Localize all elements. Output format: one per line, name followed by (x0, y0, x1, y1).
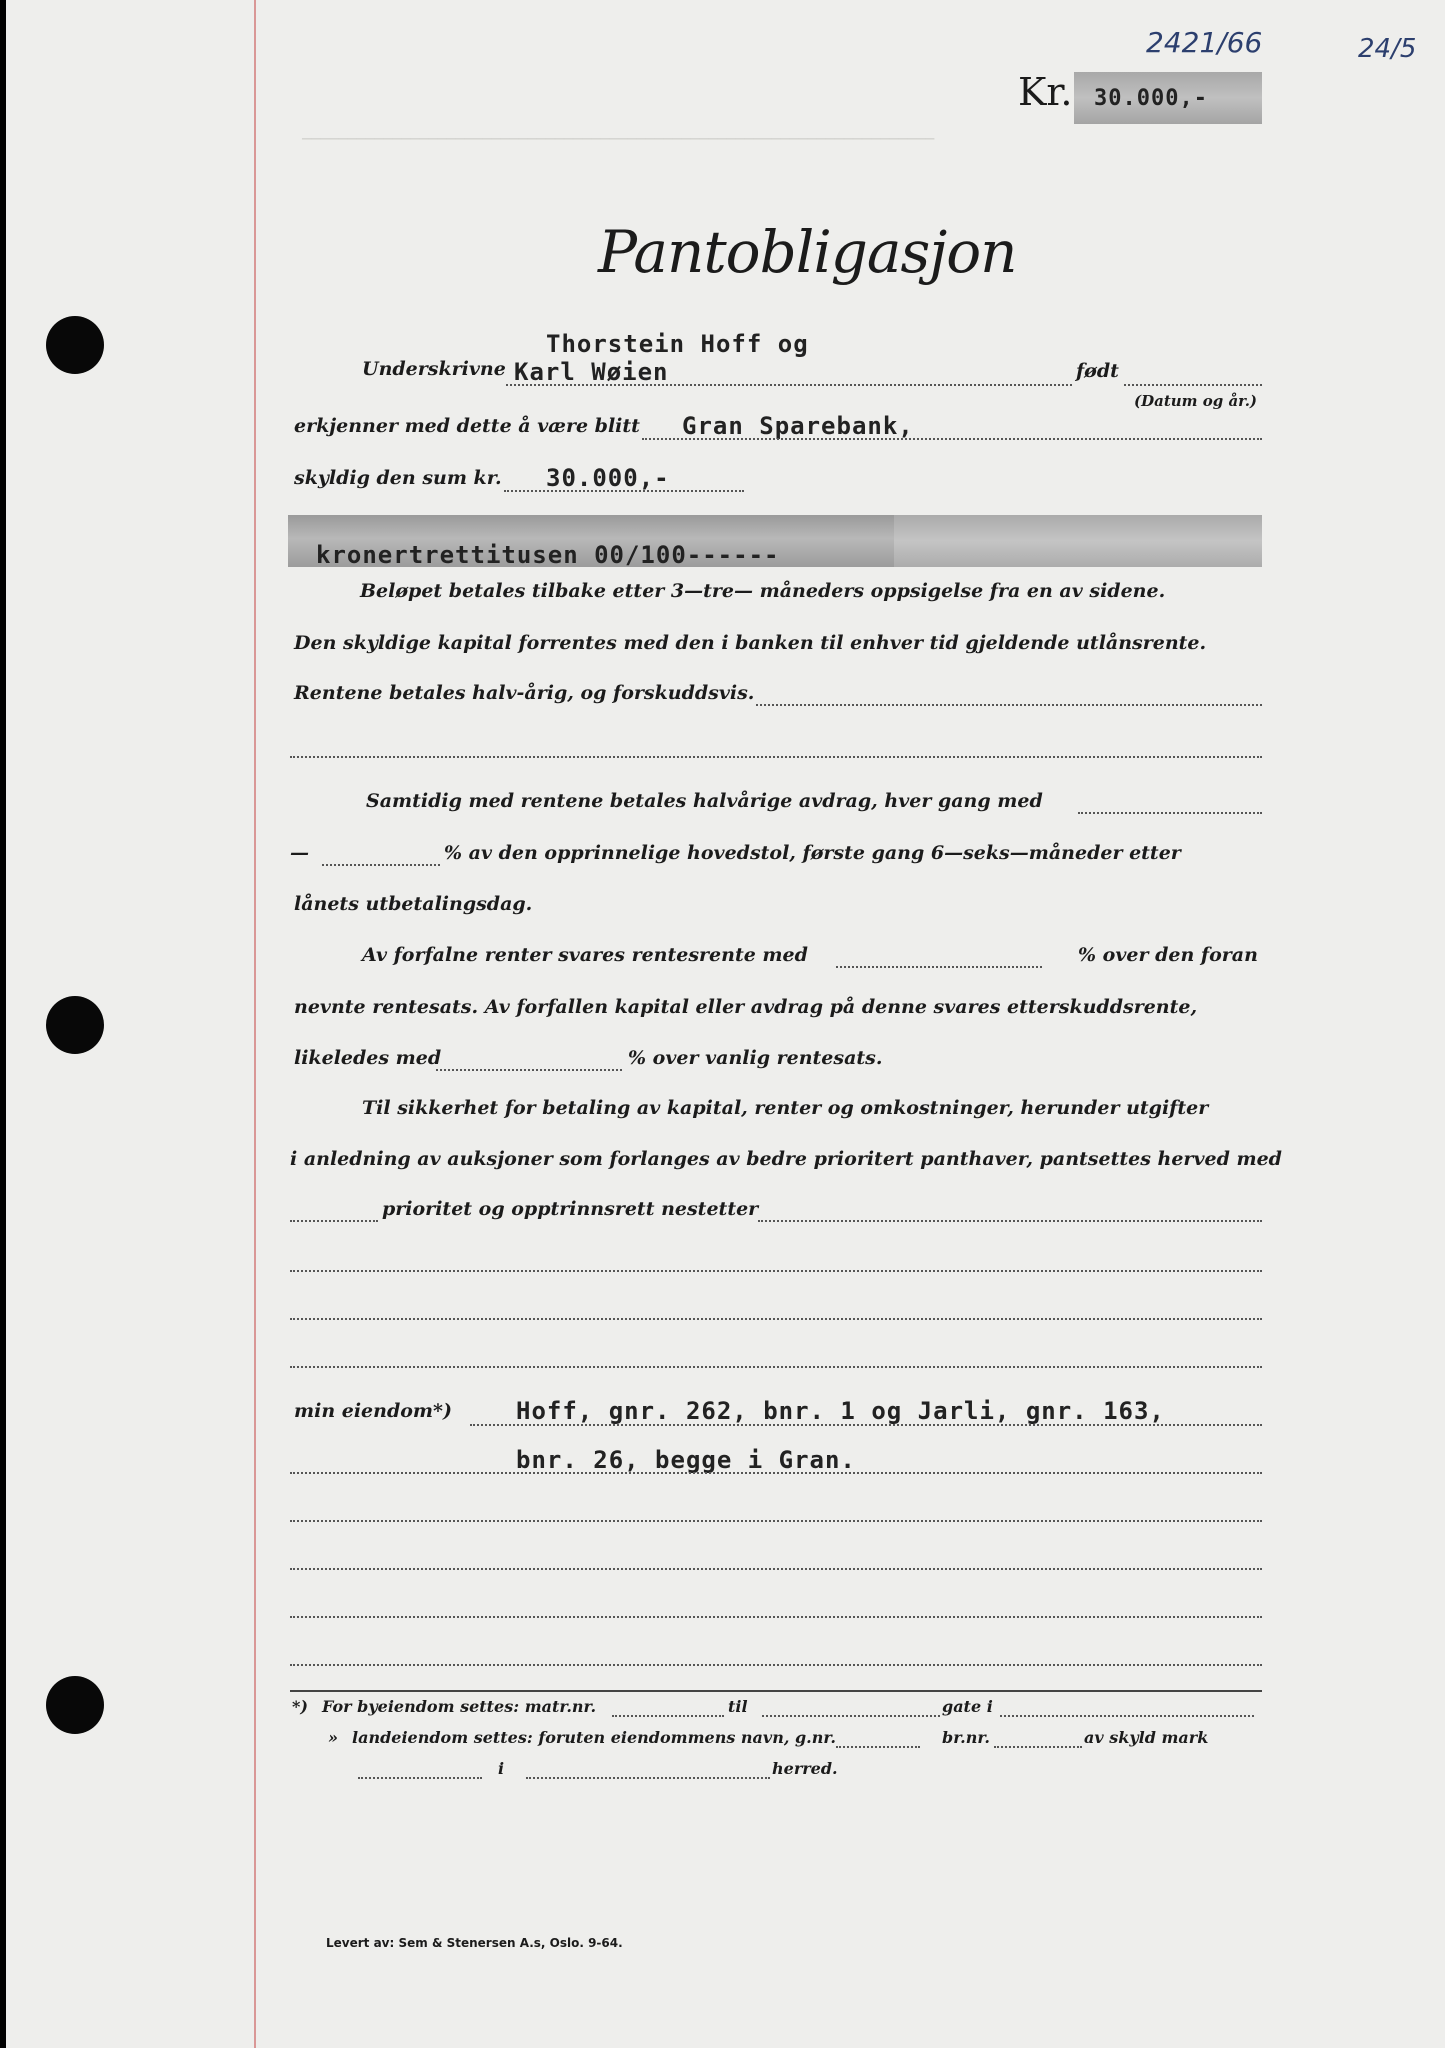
municipality-dotted-line-right (526, 1777, 770, 1779)
repayment-line-1: Beløpet betales tilbake etter 3—tre— måneders oppsigelse fra en av sidene. (360, 580, 1166, 602)
sum-value: 30.000,- (546, 464, 670, 492)
municipality-dotted-line-left (358, 1777, 482, 1779)
security-line-2: i anledning av auksjoner som forlanges av bedre prioritert panthaver, pantsettes herved med (290, 1148, 1282, 1170)
footnote-line-3b: herred. (772, 1759, 838, 1778)
interest-line-3a: likeledes med (294, 1047, 442, 1069)
footnote-rule (290, 1690, 1262, 1692)
interest-line-1b: % over den foran (1078, 944, 1258, 966)
footnote-line-2b: br.nr. (942, 1728, 990, 1747)
debtor-name-1: Thorstein Hoff og (546, 330, 809, 358)
percent-dotted-line (322, 864, 440, 866)
punch-hole (46, 996, 104, 1054)
footnote-line-3a: i (498, 1759, 505, 1778)
installments-line-3: lånets utbetalingsdag. (294, 893, 533, 915)
footnote-line-1c: gate i (942, 1697, 993, 1716)
property-line-2: bnr. 26, begge i Gran. (516, 1446, 856, 1474)
footnote-line-1b: til (728, 1697, 748, 1716)
punch-hole (46, 1676, 104, 1734)
blank-dotted-line (290, 756, 1262, 758)
creditor-dotted-line (642, 438, 1262, 440)
blank-dotted-line (290, 1366, 1262, 1368)
priority-dotted-line-right (758, 1220, 1262, 1222)
installments-dash: — (290, 842, 309, 864)
kr-amount-box (1074, 72, 1262, 124)
printer-imprint: Levert av: Sem & Stenersen A.s, Oslo. 9-64. (326, 1936, 623, 1950)
interest-dotted-line (836, 966, 1042, 968)
blank-dotted-line (290, 1616, 1262, 1618)
born-label: født (1076, 360, 1119, 382)
margin-line (254, 0, 256, 2048)
sum-dotted-line (504, 490, 744, 492)
debtor-name-2: Karl Wøien (514, 358, 669, 386)
bleed-through: ────────────────────────────────────────────────────────────────────── (302, 130, 935, 148)
debtors-label: Underskrivne (362, 358, 506, 380)
date-hint: (Datum og år.) (1134, 392, 1258, 410)
brnr-dotted-line (994, 1746, 1082, 1748)
blank-dotted-line (290, 1520, 1262, 1522)
installments-line-1: Samtidig med rentene betales halvårige avdrag, hver gang med (366, 790, 1043, 812)
amount-in-words: kronertrettitusen 00/100------ (316, 541, 780, 569)
repayment-line-2: Den skyldige kapital forrentes med den i banken til enhver tid gjeldende utlånsrente. (294, 632, 1207, 654)
property-label: min eiendom*) (294, 1400, 452, 1422)
blank-dotted-line (290, 1318, 1262, 1320)
punch-hole (46, 316, 104, 374)
street-dotted-line (1000, 1715, 1254, 1717)
footnote-star: *) (292, 1697, 308, 1716)
gnr-dotted-line (836, 1746, 920, 1748)
band-right-shade (894, 515, 1262, 567)
document-page (6, 0, 1445, 2048)
interest-line-3b: % over vanlig rentesats. (628, 1047, 883, 1069)
sum-label: skyldig den sum kr. (294, 467, 502, 489)
late-interest-dotted-line (436, 1069, 622, 1071)
footnote-mark: » (328, 1728, 338, 1747)
handwritten-date: 24/5 (1358, 34, 1417, 64)
handwritten-number: 2421/66 (1146, 26, 1263, 59)
matr-dotted-line (612, 1715, 724, 1717)
blank-dotted-line (290, 1568, 1262, 1570)
creditor-value: Gran Sparebank, (682, 412, 914, 440)
security-line-1: Til sikkerhet for betaling av kapital, renter og omkostninger, herunder utgifter (362, 1097, 1209, 1119)
kr-amount: 30.000,- (1094, 86, 1208, 111)
blank-dotted-line (290, 1270, 1262, 1272)
amount-in-words-band (288, 515, 1262, 567)
footnote-line-2a: landeiendom settes: foruten eiendommens navn, g.nr. (352, 1728, 836, 1747)
born-dotted-line (1124, 384, 1262, 386)
property-dotted-line (470, 1424, 1262, 1426)
interest-line-1a: Av forfalne renter svares rentesrente med (362, 944, 808, 966)
footnote-line-2c: av skyld mark (1084, 1728, 1209, 1747)
installments-line-2: % av den opprinnelige hovedstol, første gang 6—seks—måneder etter (444, 842, 1181, 864)
repayment-dotted-line (756, 704, 1262, 706)
priority-dotted-line-left (290, 1220, 378, 1222)
to-dotted-line (762, 1715, 940, 1717)
debtors-dotted-line (506, 384, 1072, 386)
installments-dotted-line (1078, 812, 1262, 814)
footnote-line-1a: For byeiendom settes: matr.nr. (322, 1697, 597, 1716)
blank-dotted-line (290, 1472, 1262, 1474)
interest-line-2: nevnte rentesats. Av forfallen kapital eller avdrag på denne svares etterskuddsrente, (294, 996, 1198, 1018)
blank-dotted-line (290, 1664, 1262, 1666)
repayment-line-3: Rentene betales halv-årig, og forskuddsvis. (294, 682, 755, 704)
page-title: Pantobligasjon (598, 218, 1017, 286)
security-line-3: prioritet og opptrinnsrett nestetter (382, 1198, 759, 1220)
creditor-label: erkjenner med dette å være blitt (294, 415, 640, 437)
property-line-1: Hoff, gnr. 262, bnr. 1 og Jarli, gnr. 163, (516, 1397, 1165, 1425)
kr-label: Kr. (1018, 70, 1073, 114)
